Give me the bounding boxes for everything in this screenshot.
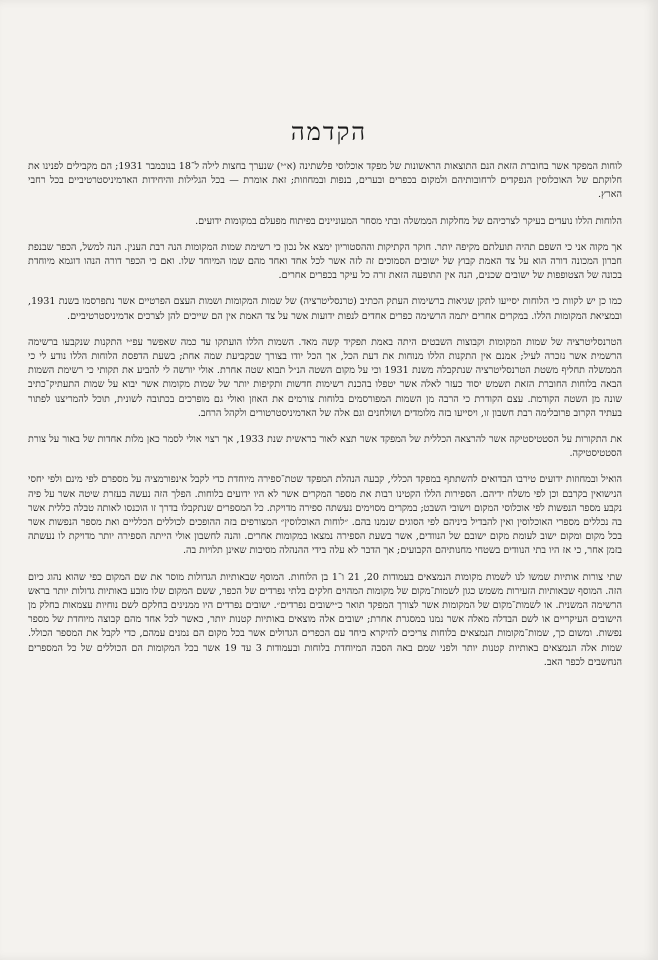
page-title: הקדמה	[290, 118, 368, 146]
paragraph: כמו כן יש לקוות כי הלוחות יסייעו לתקן שגיאות ברשימות העתק הכתיב (טרנסליטרציה) של שמות המקומות ושמות העצם הפרטיים אשר נתפרסמו בשנת 1931, ובמציאת המקומות הללו. במקרים אחרים יתמה הרשימה כפרים אחדים לנפות ידועות אשר על צד האמת אין הם שייכים להן לצרכים אדמיניסטרטיביים.	[28, 296, 622, 322]
body-text	[28, 160, 622, 950]
paragraph: הלוחות הללו נועדים בעיקר לצרכיהם של מחלקות הממשלה ובתי מסחר המעוניינים בפיתוח מפעלם במקומות ידועים.	[195, 215, 622, 227]
paragraph: את התקורות על הסטטיסטיקה אשר להרצאה הכללית של המפקד אשר תצא לאור בראשית שנת 1933, אך רצוי אולי לסמר כאן מלות אחדות של באור על צורת הסטטיסטיקה.	[28, 434, 622, 460]
paragraph: הואיל ובמחוזות ידועים טירבו הבדואים להשתתף במפקד הכללי, קבעה הנהלת המפקד שטת־ספירה מיוחדת כדי לקבל אינפורמציה על מספרם לפי מינם ולפי יחסי הנישואין בקרבם וכן לפי משלח ידיהם. הספירות הללו הקטינו רבות את מספר המקרים אשר לא היו ידועים בלוחות. הפלך הזה נעשה בעזרת שיטה אשר על פיה נקבע מספר הנפשות לפי אוכלוסי המקום וישובי השבט; במקרים מסוימים נעשתה ספירה מדויקת. כל המספרים שנתקבלו בדרך זו הוכנסו לאותה טבלה כללית אשר בה נכללים מספרי האוכלוסין ואין להבדיל ביניהם לפי הסוגים שנמנו בהם. ״לוחות האוכלוסין״ המצורפים בזה ההופכים לכוללים הכלליים ואת מספר הנפשות אשר בכל מקום ומקום ישוב לעומת מקום ישובם של הנוודים, אשר בשעת הספירה נמצאו במקומות אחרים. והנה לחשבון אולי הייתה הספירה יותר מדויקת לו נעשתה בזמן אחר, כי אז היו בתי הנוודים בשטחי מחנותיהם הקבועים; אך הדבר לא עלה בידי ההנהלה מסיבות שאינן תלויות בה.	[28, 474, 622, 557]
paragraph: הטרנסליטרציה של שמות המקומות וקבוצות השבטים היתה באמת תפקיד קשה מאד. השמות הללו הועתקו עד כמה שאפשר עפ״י התקנות שנקבעו ברשימה הרשמית אשר נזכרה לעיל; אמנם אין התקנות הללו מנוחות את דעת הכל, אך הכל יודו בצורך שבקביעת שמה אחת; בשעת הדפסת הלוחות הללו נודע לי כי הממשלה תחליף משטת הטרנסליטרציה שנתקבלה משנת 1931 וכי על מקום השטה הנ״ל תבוא שטה אחרת. אולי יורשה לי להביע את תקותי כי רשימת השמות הבאה בלוחות החוברת הזאת תשמש יסוד כעזר לאלה אשר יטפלו בהכנת רשימות חדשות ותקיפות יותר של שמות מקומות אשר יבוא על שמות התעתיק־כתיב שונה מן השטה הקודמת. עצם הקודרת כי הרבה מן השמות המפורסמים בלוחות צורמים את האוזן ואולי גם מופרכים בכתובה לשונית, תוכל להמריצנו לפתור בעתיד הקרוב פרובלימה רבת חשבון זו, ויסייעו בזה מלומדים ושולחנים וגם אלה של האדמיניסטרטורים ולקהל הרחב.	[28, 336, 622, 419]
paragraph: אך מקוה אני כי השפם תהיה תועלתם מקיפה יותר. חוקר הקתיקות וההסטוריון ימצא אל נכון כי רשימת שמות המקומות הנה רבת הענין. הנה למשל, הכפר שבנפת חברון המכונה דורה הוא על צד האמת קבוץ של ישובים הסמוכים זה לזה אשר לכל אחד ואחד מהם שמו המיוחד שלו. ואם כי הכפר דורה הנהו דוגמא מיוחדת בכונה של הצטופפות של ישובים שכנים, הנה אין התופעה הזאת זרה כל עיקר בכפרים אחרים.	[28, 241, 622, 282]
paragraph: לוחות המפקד אשר בחוברת הזאת הנם התוצאות הראשונות של מפקד אוכלוסי פלשתינה (א״י) שנערך בחצות לילה ל־18 בנובמבר 1931; הם מקבילים לפנינו את חלוקתם של האוכלוסין הנפקדים לרחובותיהם ולמקום בכפרים ובערים, בנפות ובמחוזות; זאת אומרת — בכל הגלילות והיחידות האדמיניסטרטיביים בכל רחבי הארץ.	[28, 161, 622, 201]
paragraph: שתי צורות אותיות שמשו לנו לשמות מקומות הנמצאים בעמודות 20, 21 ו־1 בן הלוחות. המוסף שבאותיות הגדולות מוסר את שם המקום כפי שהוא נהוג כיום הזה. המוסף שבאותיות הזעירות משמש כגון לשמות־מקום של מקומות המהוים חלקים בלתי נפרדים של הכפר, ששם המקום שלו מובע באותיות גדולות יותר בראש הרשימה המשנית. או לשמות־מקום של המקומות אשר לצורך המפקד תואר כ״ישובים נפרדים״. ישובים נפרדים היו ממנינים בחלקם לשם נוחיות עצמאות בחלק מן הישובים העיקריים או לשם הבדלה מאלה אשר נמנו במסגרת אחרת; ישובים אלה מוצאים באותיות קטנות יותר, כאשר לכל אחד מהם קבוצה מיוחדת של מספר נפשות. ומשום כך, שמות־מקומות הנמצאים בלוחות צריכים להיקרא ביחד עם הכפרים הגדולים אשר בכל מקום הם נמנים עמהם, כדי לקבל את המספר הכולל. שמות אלה הנמצאים באותיות קטנות יותר ולפני שמם באה הסבה המיוחדת בלוחות ובעמודות 3 עד 19 אשר בכל המקומות הם הכוללים של כל המספרים הנחשבים לכפר האב.	[28, 571, 622, 668]
